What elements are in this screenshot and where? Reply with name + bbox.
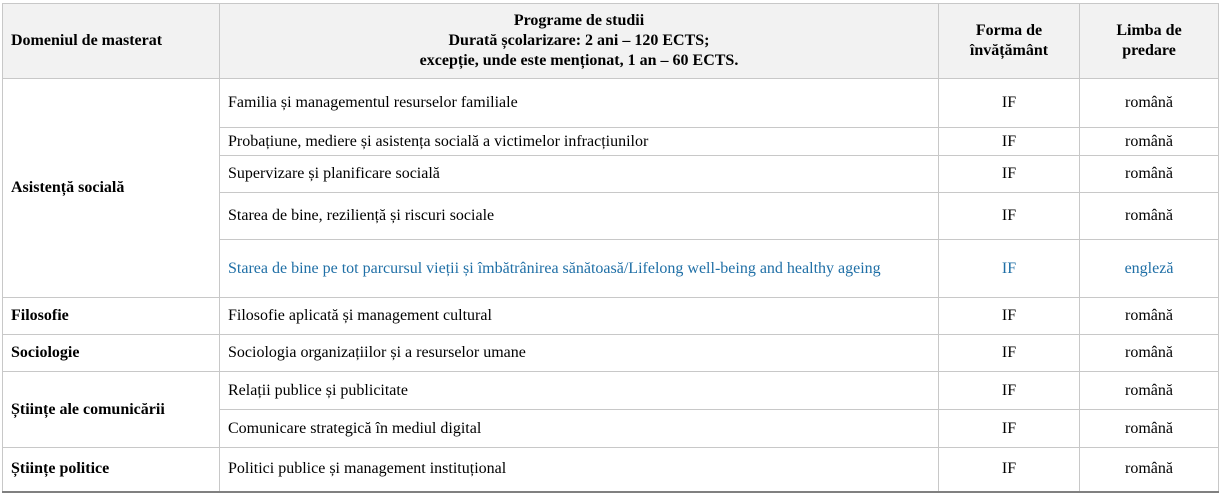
- table-row: [3, 372, 1219, 410]
- form-cell: IF: [939, 298, 1080, 335]
- table-row: [3, 298, 1219, 335]
- form-cell: IF: [939, 372, 1080, 410]
- header-programs: [220, 4, 939, 79]
- program-cell: Familia și managementul resurselor familiale: [220, 79, 939, 128]
- domain-cell-filosofie: Filosofie: [3, 298, 220, 335]
- program-cell: Politici publice și management instituțional: [220, 448, 939, 492]
- header-programs-line1: Programe de studii: [513, 12, 645, 29]
- language-cell: română: [1080, 448, 1219, 492]
- table-row: [3, 79, 1219, 128]
- program-cell: Filosofie aplicată și management cultural: [220, 298, 939, 335]
- language-cell: engleză: [1080, 240, 1219, 298]
- language-cell: română: [1080, 335, 1219, 372]
- domain-cell-asistenta-sociala: Asistență socială: [3, 79, 220, 298]
- header-form-line2: învățământ: [969, 42, 1049, 59]
- header-form: [939, 4, 1080, 79]
- program-cell: Comunicare strategică în mediul digital: [220, 410, 939, 448]
- header-lang-line2: predare: [1122, 42, 1176, 59]
- program-cell: Starea de bine pe tot parcursul vieții și îmbătrânirea sănătoasă/Lifelong well-being and healthy ageing: [220, 240, 939, 298]
- domain-cell-stiinte-politice: Științe politice: [3, 448, 220, 492]
- masters-programs-table: [2, 3, 1219, 493]
- header-lang-line1: Limba de: [1116, 22, 1182, 39]
- program-cell: Sociologia organizațiilor și a resurselor umane: [220, 335, 939, 372]
- language-cell: română: [1080, 79, 1219, 128]
- form-cell: IF: [939, 193, 1080, 240]
- program-cell: Supervizare și planificare socială: [220, 156, 939, 193]
- form-cell: IF: [939, 410, 1080, 448]
- language-cell: română: [1080, 156, 1219, 193]
- header-language: [1080, 4, 1219, 79]
- program-cell: Relații publice și publicitate: [220, 372, 939, 410]
- header-programs-line2: Durată școlarizare: 2 ani – 120 ECTS;: [448, 32, 710, 49]
- header-domain: Domeniul de masterat: [3, 4, 220, 79]
- header-form-line1: Forma de: [975, 22, 1043, 39]
- language-cell: română: [1080, 128, 1219, 156]
- language-cell: română: [1080, 298, 1219, 335]
- table-row: [3, 335, 1219, 372]
- table-row: [3, 448, 1219, 492]
- domain-cell-stiinte-comunicarii: Științe ale comunicării: [3, 372, 220, 448]
- form-cell: IF: [939, 448, 1080, 492]
- domain-cell-sociologie: Sociologie: [3, 335, 220, 372]
- form-cell: IF: [939, 240, 1080, 298]
- program-cell: Probațiune, mediere și asistența socială a victimelor infracțiunilor: [220, 128, 939, 156]
- program-cell: Starea de bine, reziliență și riscuri sociale: [220, 193, 939, 240]
- language-cell: română: [1080, 372, 1219, 410]
- table-header-row: [3, 4, 1219, 79]
- form-cell: IF: [939, 79, 1080, 128]
- form-cell: IF: [939, 128, 1080, 156]
- form-cell: IF: [939, 335, 1080, 372]
- language-cell: română: [1080, 410, 1219, 448]
- form-cell: IF: [939, 156, 1080, 193]
- header-programs-line3: excepție, unde este menționat, 1 an – 60 ECTS.: [419, 52, 739, 69]
- language-cell: română: [1080, 193, 1219, 240]
